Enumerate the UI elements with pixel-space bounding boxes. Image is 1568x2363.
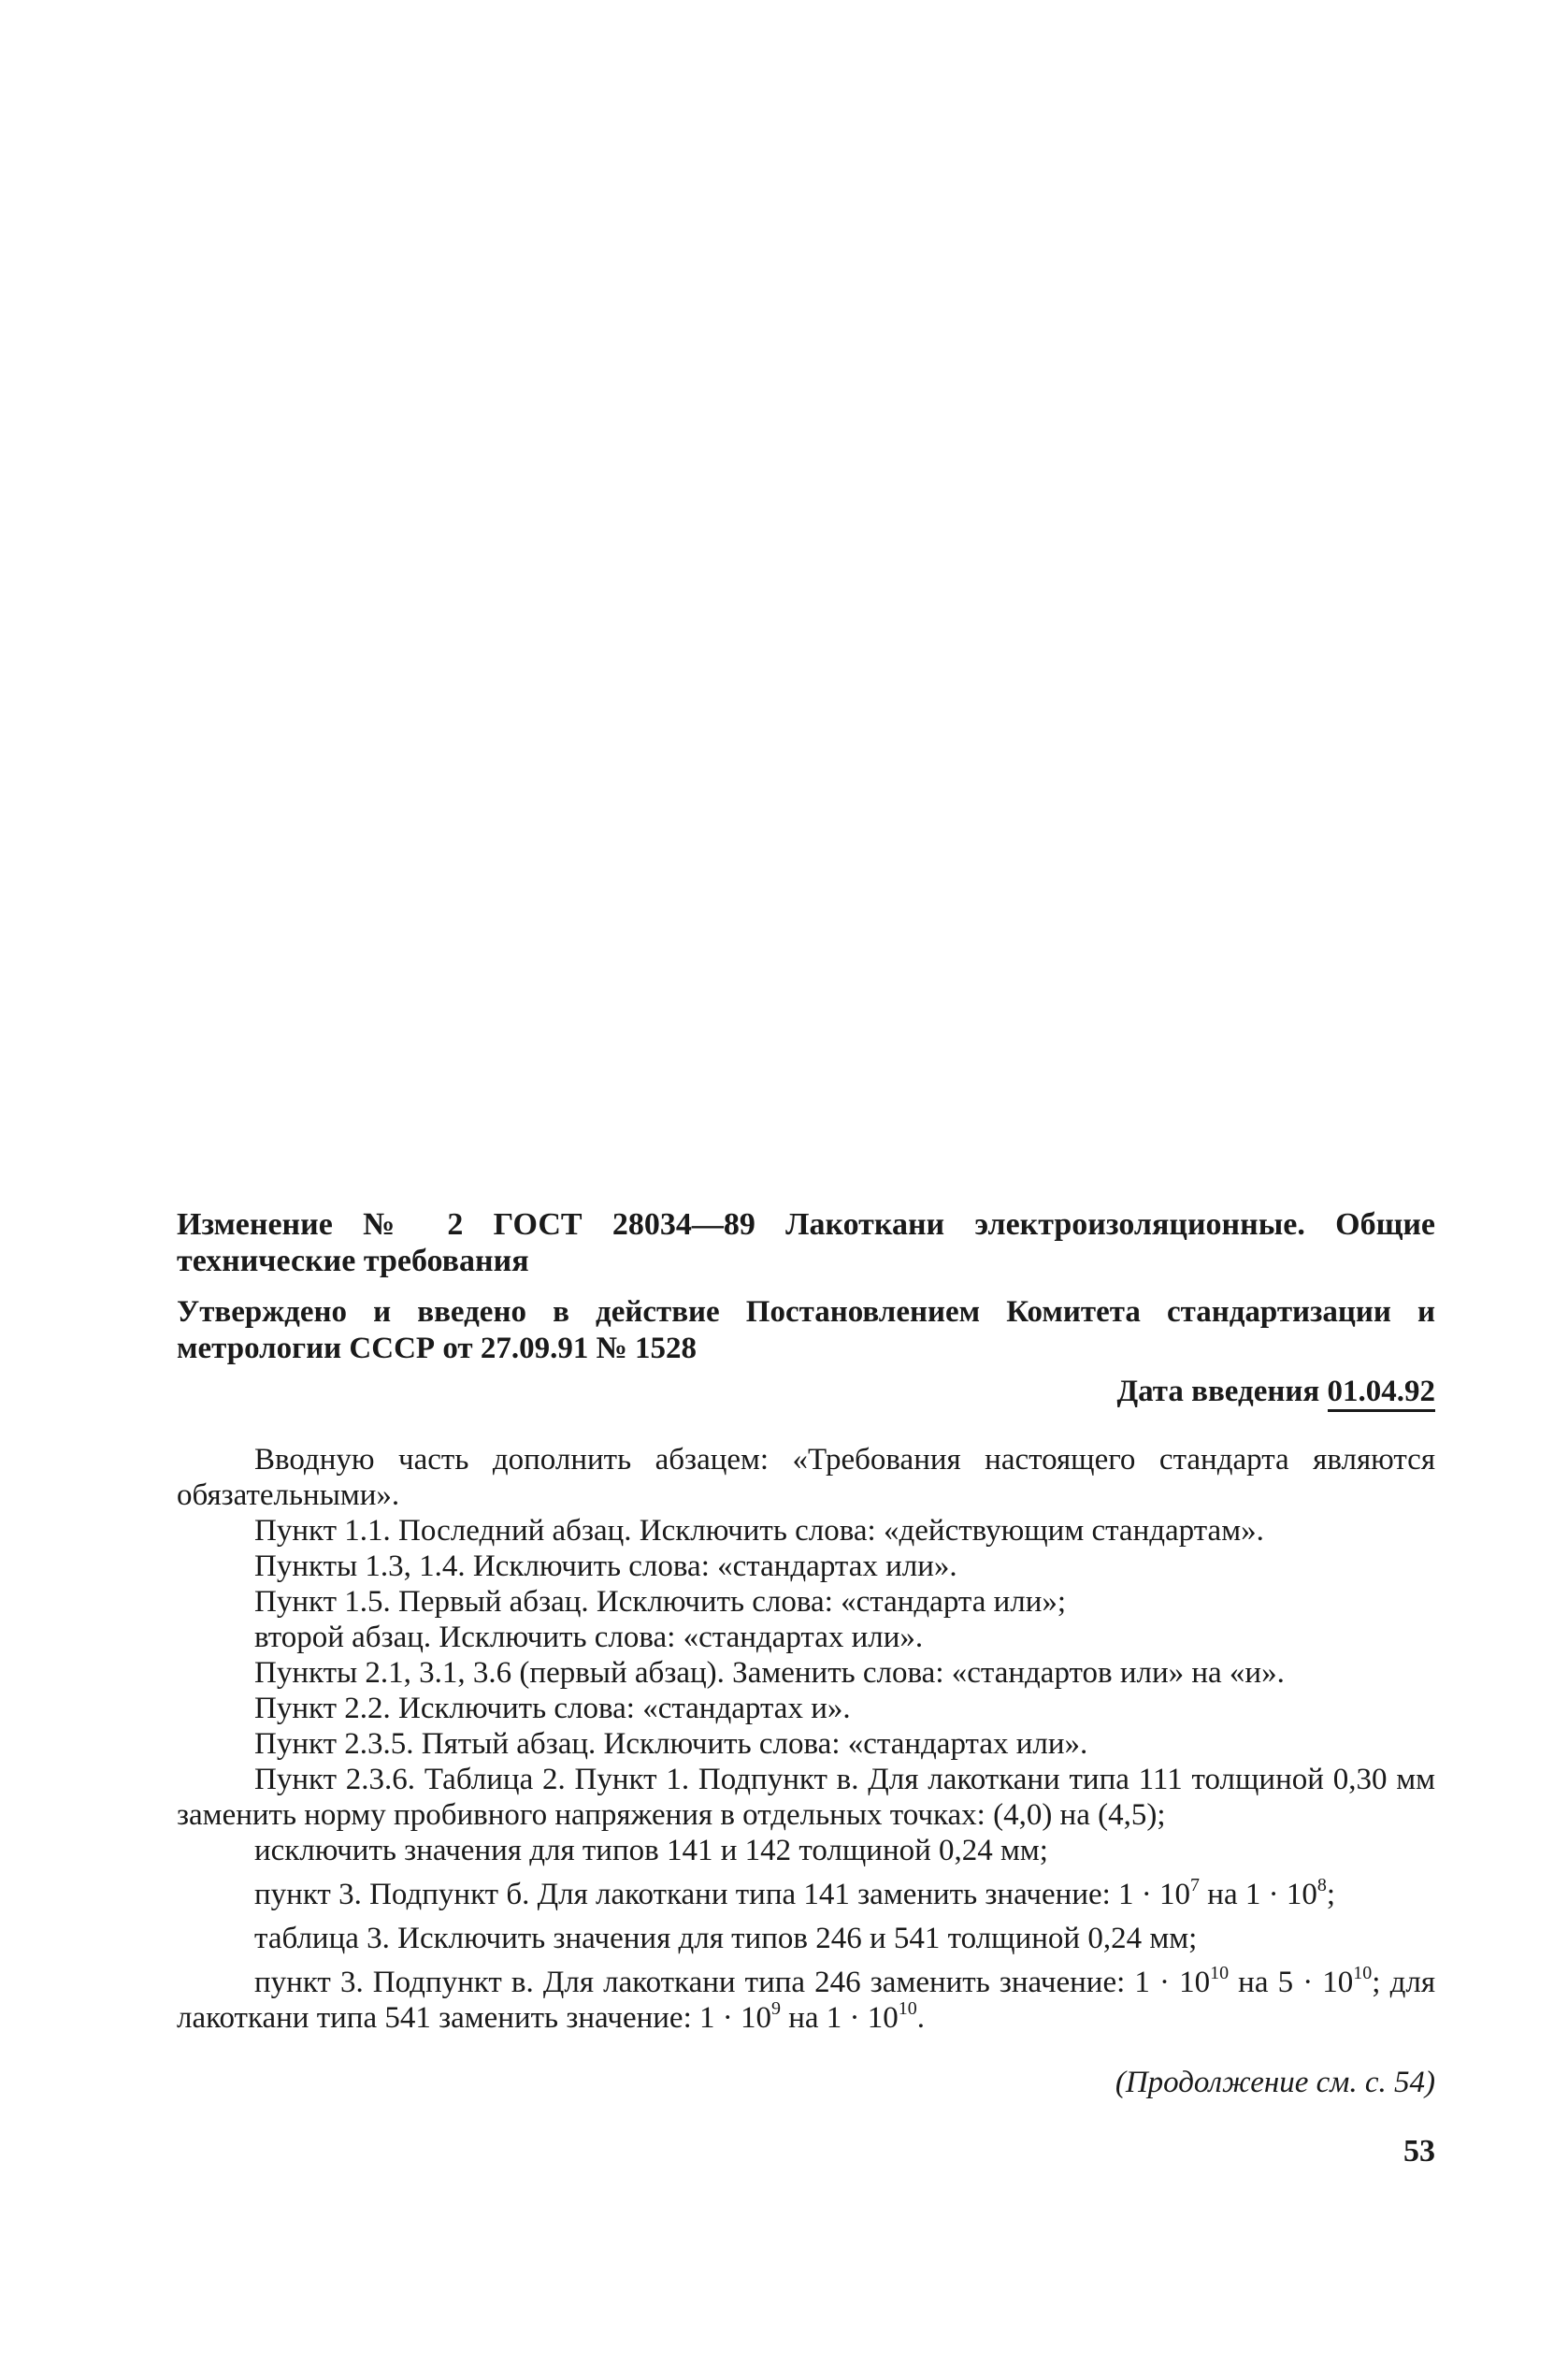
paragraph-subitem-b-end: ; (1326, 1878, 1336, 1911)
exponent: 10 (1353, 1963, 1373, 1983)
paragraph-subitem-v (177, 1965, 1435, 2036)
paragraph-subitem-v-mid: на 5 · 10 (1229, 1966, 1354, 1999)
paragraph-items-1-3-1-4: Пункты 1.3, 1.4. Исключить слова: «стандартах или». (254, 1549, 957, 1583)
exponent: 10 (1210, 1963, 1230, 1983)
paragraph-subitem-v-end: . (916, 2001, 926, 2035)
approval-statement: Утверждено и введено в действие Постановлением Комитета стандартизации и метрологии СССР от 27.09.91 № 1528 (177, 1295, 1435, 1365)
paragraph-subitem-v-mid: на 1 · 10 (781, 2001, 899, 2035)
paragraph-subitem-v-mid: ; для лакоткани типа 541 заменить значение: 1 · 10 (177, 1966, 1436, 2035)
amendment-body (177, 1442, 1435, 2036)
paragraph-subitem-b (177, 1877, 1435, 1912)
document-page (177, 1206, 1435, 2132)
paragraph-exclude-141-142: исключить значения для типов 141 и 142 толщиной 0,24 мм; (254, 1834, 1048, 1867)
paragraph-item-2-3-6: Пункт 2.3.6. Таблица 2. Пункт 1. Подпункт в. Для лакоткани типа 111 толщиной 0,30 мм заменить норму пробивного напряжения в отдельных точках: (4,0) на (4,5); (177, 1763, 1435, 1832)
paragraph-item-1-5-second: второй абзац. Исключить слова: «стандартах или». (254, 1621, 924, 1654)
paragraph-subitem-b-text: пункт 3. Подпункт б. Для лакоткани типа 141 заменить значение: 1 · 10 (254, 1878, 1191, 1911)
paragraph-item-1-1: Пункт 1.1. Последний абзац. Исключить слова: «действующим стандартам». (254, 1514, 1264, 1548)
paragraph-subitem-v-text: пункт 3. Подпункт в. Для лакоткани типа 246 заменить значение: 1 · 10 (254, 1966, 1211, 1999)
exponent: 9 (771, 1998, 781, 2019)
paragraph-items-2-1-3-1-3-6: Пункты 2.1, 3.1, 3.6 (первый абзац). Заменить слова: «стандартов или» на «и». (254, 1656, 1285, 1690)
exponent: 7 (1190, 1875, 1201, 1895)
continuation-note: (Продолжение см. с. 54) (1115, 2066, 1435, 2099)
paragraph-item-2-3-5: Пункт 2.3.5. Пятый абзац. Исключить слова: «стандартах или». (254, 1727, 1088, 1761)
paragraph-subitem-b-mid: на 1 · 10 (1200, 1878, 1317, 1911)
exponent: 8 (1316, 1875, 1327, 1895)
paragraph-table-3: таблица 3. Исключить значения для типов 246 и 541 толщиной 0,24 мм; (254, 1922, 1198, 1955)
introduction-date-value: 01.04.92 (1328, 1375, 1436, 1412)
exponent: 10 (898, 1998, 917, 2019)
paragraph-item-1-5: Пункт 1.5. Первый абзац. Исключить слова: «стандарта или»; (254, 1585, 1067, 1619)
document-title: Изменение № 2 ГОСТ 28034—89 Лакоткани электроизоляционные. Общие технические требования (177, 1207, 1435, 1278)
introduction-date (177, 1373, 1435, 1410)
introduction-date-label: Дата введения (1116, 1375, 1328, 1408)
page-number: 53 (1403, 2134, 1435, 2168)
paragraph-intro: Вводную часть дополнить абзацем: «Требования настоящего стандарта являются обязательными». (177, 1443, 1435, 1512)
paragraph-item-2-2: Пункт 2.2. Исключить слова: «стандартах и». (254, 1692, 851, 1725)
